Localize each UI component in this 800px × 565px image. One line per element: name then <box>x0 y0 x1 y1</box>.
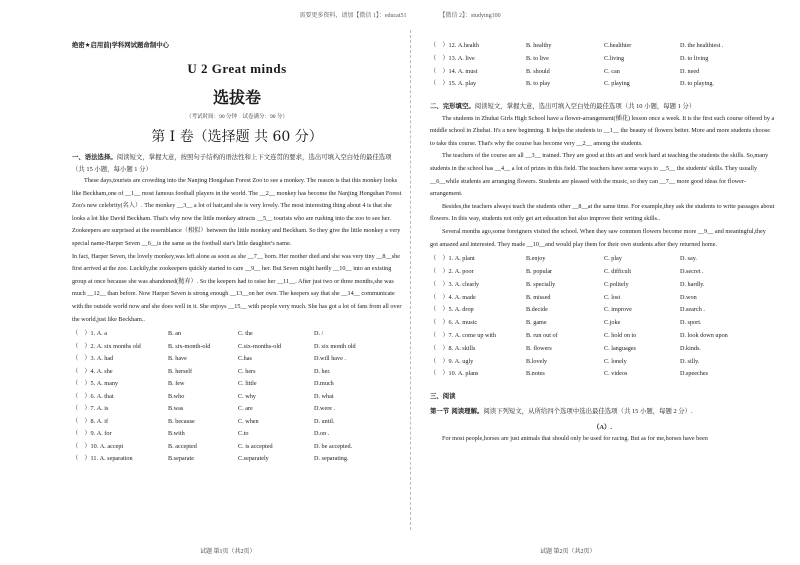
option-cell: B. flowers <box>526 344 552 352</box>
cloze-passage-p1: The students in Zhuhai Girls High School have a flower-arrangement(插花) lesson once a week. It is the first such course offered by a middle school in Zhuhai. It's a new beginning. It helps the students to __1__ the beauty of flowers better. More and more students choose to take this course. That's why the course has become very __2__ among the students. <box>430 114 775 147</box>
option-cell: （ ）4. A. she <box>72 367 113 375</box>
grammar-passage-p1: These days,tourists are crowding into the Nanjing Hongshan Forest Zoo to see a monkey. The reason is that this monkey looks like Beckham,one of __1__ most famous football players in the world. The __2__ monkey has become the Nanjing Hongshan Forest Zoo's new celebrity(名人）. The monkey __3__ a lot of hair,and she is very lovely. The most interesting thing about 4 is that she looks a lot like David Beckham. That's why now the little monkey attracts __5__ tourists who are rushing into the zoo to see her. Zookeepers are surprised at the resemblance（相似）between the little monkey and Beckham. So they give the little monkey a very special name-Harper Seven __6__is the same as the football star's little daughter's name. <box>72 177 402 247</box>
question-row <box>430 266 775 279</box>
option-cell: D. to playing. <box>680 80 715 88</box>
cloze-passage-p2: The teachers of the course are all __3__ trained. They are good at this art and work hard at teaching the students the skills. So,many students in the school has __4__ a lot of prizes in this field. The teachers have some ways to __5__ the students' skills. They usually __6__while students are arranging flowers. Students are pleased with the music, so they can __7__ more good ideas for flower-arrangement. <box>430 152 769 198</box>
section1-instructions: 阅读短文，掌握大意，按照句子结构的语法性和上下文连贯的要求，选出可填入空白处的最佳选项（共 15 小题，每小题 1 分） <box>72 154 392 173</box>
question-row <box>430 279 775 292</box>
option-cell: B.with <box>168 430 185 438</box>
option-cell: （ ）11. A. separation <box>72 455 133 463</box>
question-row <box>430 304 775 317</box>
option-cell: B. to play <box>526 80 551 88</box>
option-cell: C. videos <box>604 370 628 378</box>
question-row <box>72 328 402 341</box>
option-cell: B. healthy <box>526 42 552 49</box>
option-cell: D. until. <box>314 417 335 425</box>
option-cell: C. when <box>238 417 259 425</box>
question-row <box>72 353 402 366</box>
question-row <box>430 78 775 91</box>
option-cell: B. run out of <box>526 332 558 339</box>
option-cell: D. what <box>314 392 334 400</box>
option-cell: C. is accepted <box>238 442 273 450</box>
option-cell: B.notes <box>526 370 545 378</box>
question-row <box>430 343 775 356</box>
question-row <box>72 428 402 441</box>
option-cell: （ ）6. A. that <box>72 392 114 400</box>
option-cell: （ ）8. A. if <box>72 417 109 425</box>
option-cell: D. sport. <box>680 319 702 327</box>
option-cell: B. game <box>526 319 547 327</box>
section2-instructions: 阅读短文，掌握大意，选出可填入空白处的最佳选项（共 10 小题，每题 1 分） <box>474 103 696 111</box>
left-column <box>72 40 402 466</box>
option-cell: B.who <box>168 392 185 400</box>
option-cell: C. lonely <box>604 357 627 365</box>
unit-title: U 2 Great minds <box>187 61 287 76</box>
option-cell: C.politely <box>604 280 629 288</box>
option-cell: C. hold on to <box>604 332 637 339</box>
question-row <box>72 441 402 454</box>
option-cell: （ ）7. A. is <box>72 405 109 413</box>
cloze-passage-p4: Several months ago,some foreigners visited the school. When they saw common flowers become more __9__ and meaningful,they got amazed and interested. They made __10__and would play them for their own students after they returned home. <box>430 228 766 248</box>
question-row <box>430 368 775 381</box>
question-row <box>72 391 402 404</box>
option-cell: C.to <box>238 430 249 438</box>
option-cell: （ ）12. A.health <box>430 42 479 49</box>
question-row <box>72 378 402 391</box>
question-row <box>430 317 775 330</box>
option-cell: B.decide <box>526 306 548 314</box>
confidential-label: 绝密★启用前|学科网试题命制中心 <box>72 42 169 49</box>
section1-heading: 一、语法选择。 <box>72 153 117 161</box>
option-cell: D.won <box>680 293 697 301</box>
option-cell: （ ）15. A. play <box>430 80 477 88</box>
section3-sub-instructions: 阅读下列短文，从所给四个选项中选出最佳选项（共 15 小题，每题 2 分）. <box>483 408 693 416</box>
page-footer-left: 试题 第1页（共2页） <box>200 549 256 555</box>
top-info-bar: 需要更多资料，请加【微信 1】：educat51 【微信 2】：studying100 <box>299 13 501 19</box>
question-row <box>430 356 775 369</box>
section3-sub-header <box>430 406 775 418</box>
option-cell: B.enjoy <box>526 255 546 263</box>
option-cell: C. difficult <box>604 268 632 276</box>
section2-header <box>430 101 775 113</box>
option-cell: C.has <box>238 355 252 363</box>
grammar-options-cont <box>430 40 775 91</box>
option-cell: C.joke <box>604 319 621 327</box>
option-cell: B. should <box>526 67 550 75</box>
question-row <box>72 341 402 354</box>
question-row <box>72 403 402 416</box>
option-cell: D. to living <box>680 54 709 62</box>
option-cell: B. missed <box>526 293 551 301</box>
option-cell: D.speeches <box>680 370 709 378</box>
reading-passage-start: For most people,horses are just animals that should only be used for racing. But as for me,horses have been <box>442 434 708 442</box>
option-cell: （ ）4. A. made <box>430 293 476 301</box>
option-cell: D. separating. <box>314 455 349 463</box>
question-row <box>72 416 402 429</box>
option-cell: C.six-months-old <box>238 342 282 350</box>
column-divider <box>410 30 411 530</box>
option-cell: D. her. <box>314 367 331 375</box>
option-cell: （ ）13. A. live <box>430 54 475 62</box>
option-cell: D.secret . <box>680 268 704 276</box>
option-cell: C. are <box>238 405 253 413</box>
option-cell: D. silly. <box>680 357 700 365</box>
option-cell: C. play <box>604 255 622 263</box>
option-cell: D. be accepted. <box>314 442 353 450</box>
option-cell: C. the <box>238 330 253 338</box>
cloze-passage-p3: Besides,the teachers always teach the students other __8__at the same time. For example,they ask the students to write passages about flowers. In this way, students not only get art education but also improve their writing skills.. <box>430 202 775 223</box>
option-cell: B. herself <box>168 367 193 375</box>
question-row <box>430 253 775 266</box>
option-cell: （ ）2. A. poor <box>430 268 474 276</box>
option-cell: C.living <box>604 54 625 62</box>
option-cell: C.healthier <box>604 42 632 49</box>
option-cell: B. have <box>168 355 187 363</box>
option-cell: C. lost <box>604 293 621 301</box>
option-cell: D. the healthiest . <box>680 42 724 49</box>
option-cell: B. popular <box>526 268 553 276</box>
option-cell: （ ）1. A. plant <box>430 255 475 263</box>
option-cell: D.search . <box>680 306 705 314</box>
option-cell: D. / <box>314 330 324 338</box>
section1-header <box>72 152 402 175</box>
option-cell: D. need <box>680 67 700 75</box>
option-cell: D. look down upon <box>680 332 728 339</box>
option-cell: B. because <box>168 417 195 425</box>
option-cell: C. can <box>604 67 620 75</box>
option-cell: B. six-month-old <box>168 342 211 350</box>
option-cell: B. to live <box>526 54 549 62</box>
option-cell: （ ）5. A. many <box>72 380 119 388</box>
question-row <box>430 292 775 305</box>
option-cell: B. an <box>168 330 182 338</box>
question-row <box>72 453 402 466</box>
option-cell: （ ）5. A. drop <box>430 306 474 314</box>
option-cell: B. few <box>168 380 185 388</box>
option-cell: D. hardly. <box>680 280 705 288</box>
option-cell: D. six month old <box>314 342 356 350</box>
option-cell: （ ）8. A. skills <box>430 344 476 352</box>
option-cell: C. why <box>238 392 256 400</box>
section3-sub-heading: 第一节 阅读理解。 <box>430 407 484 416</box>
option-cell: （ ）7. A. come up with <box>430 332 496 339</box>
option-cell: D. say. <box>680 255 697 263</box>
right-column <box>430 40 775 445</box>
question-row <box>72 366 402 379</box>
option-cell: C. languages <box>604 344 636 352</box>
option-cell: B. accepted <box>168 442 197 450</box>
section3-heading: 三、阅读 <box>430 392 456 401</box>
option-cell: （ ）3. A. clearly <box>430 280 480 288</box>
option-cell: B.was <box>168 405 184 413</box>
option-cell: B.lovely <box>526 357 548 365</box>
option-cell: B.separate <box>168 455 194 463</box>
passage-a-label: （A）. <box>593 423 612 431</box>
option-cell: （ ）2. A. six months old <box>72 342 141 350</box>
question-row <box>430 330 775 343</box>
option-cell: C. playing <box>604 80 630 88</box>
option-cell: （ ）10. A. accept <box>72 442 124 450</box>
section2-heading: 二、完形填空。 <box>430 102 475 111</box>
option-cell: B. specially <box>526 280 556 288</box>
option-cell: C. little <box>238 380 257 388</box>
grammar-options <box>72 328 402 466</box>
option-cell: C. improve <box>604 306 632 314</box>
option-cell: （ ）9. A. ugly <box>430 357 474 365</box>
option-cell: D.will have . <box>314 355 346 363</box>
option-cell: D.were . <box>314 405 336 413</box>
exam-info: （考试时间：90 分钟 试卷满分：90 分） <box>186 114 288 120</box>
option-cell: （ ）14. A. must <box>430 67 478 75</box>
option-cell: （ ）9. A. for <box>72 430 112 438</box>
option-cell: （ ）1. A. a <box>72 330 108 338</box>
page-footer-right: 试题 第2页（共2页） <box>540 549 596 555</box>
part-title: 第 I 卷（选择题 共 60 分） <box>151 129 323 145</box>
exam-title: 选拔卷 <box>212 88 261 107</box>
question-row <box>430 53 775 66</box>
option-cell: D.kinds. <box>680 344 701 352</box>
option-cell: C.separately <box>238 455 269 463</box>
question-row <box>430 66 775 79</box>
option-cell: （ ）3. A. had <box>72 355 114 363</box>
question-row <box>430 40 775 53</box>
option-cell: （ ）6. A. music <box>430 319 478 327</box>
cloze-options <box>430 253 775 381</box>
grammar-passage-p2: In fact, Harper Seven, the lovely monkey,was left alone as soon as she __7__ born. Her mother died and she was very tiny __8__she first arrived at the zoo. Luckily,the zookeepers quickly started to care __9__ her. But Seven might hardly __10__ into an existing group at once because she was abandoned(抛弃）. So the keepers had to raise her __11__. After just two or three months,she was much __12__ than before. Now Harper Seven is strong enough __13__on her own. The keepers say that she __14__ communicate with the outside world now and she does well in it. She enjoys __15__ with people very much. She has got a lot of fans from all over the world,just like Beckham.. <box>72 252 402 323</box>
option-cell: D.on . <box>314 430 330 438</box>
option-cell: D.much <box>314 380 334 388</box>
option-cell: （ ）10. A. plans <box>430 370 479 378</box>
option-cell: C. hers <box>238 367 256 375</box>
